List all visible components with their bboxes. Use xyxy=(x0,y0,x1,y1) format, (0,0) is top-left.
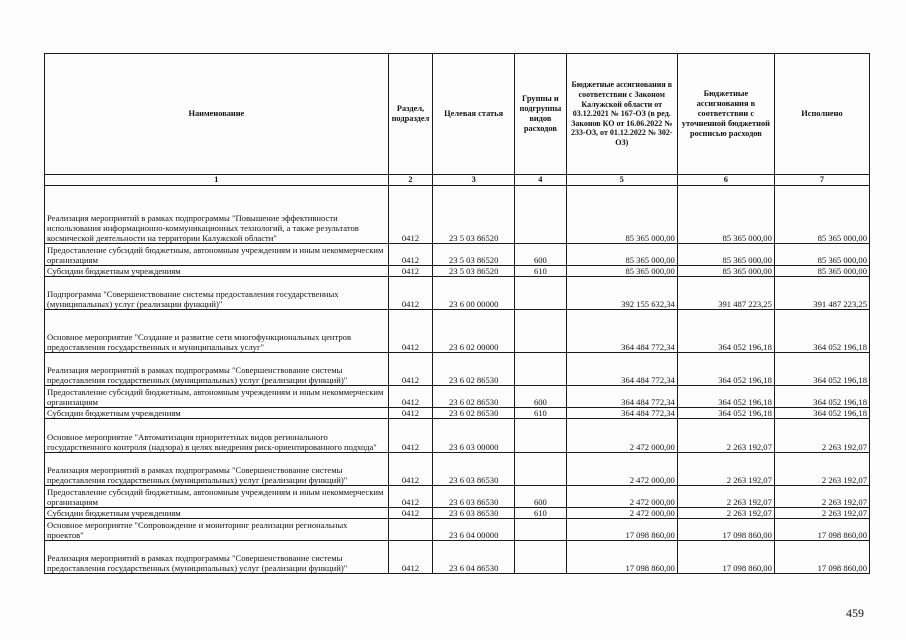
row-law-amount-cell: 2 472 000,00 xyxy=(566,453,677,486)
row-refined-amount-cell: 17 098 860,00 xyxy=(677,541,774,574)
row-section-cell: 0412 xyxy=(388,244,432,266)
row-section-cell: 0412 xyxy=(388,310,432,353)
row-group-cell: 600 xyxy=(515,386,567,408)
row-group-cell xyxy=(515,541,567,574)
row-executed-amount-cell: 364 052 196,18 xyxy=(774,353,869,386)
table-row xyxy=(45,486,870,508)
header-law-allocations: Бюджетные ассигнования в соответствии с Законом Калужской области от 03.12.2021 № 167-ОЗ (в ред. Законов КО от 16.06.2022 № 233-ОЗ, от 01.12.2022 № 302-ОЗ) xyxy=(566,54,677,175)
row-target-cell: 23 6 02 86530 xyxy=(433,353,515,386)
budget-table xyxy=(44,53,870,574)
row-name-cell: Субсидии бюджетным учреждениям xyxy=(45,508,389,519)
row-refined-amount-cell: 364 052 196,18 xyxy=(677,353,774,386)
row-refined-amount-cell: 85 365 000,00 xyxy=(677,186,774,244)
column-number-row xyxy=(45,175,870,186)
row-group-cell: 610 xyxy=(515,266,567,277)
table-row xyxy=(45,277,870,310)
row-group-cell xyxy=(515,453,567,486)
row-section-cell: 0412 xyxy=(388,419,432,453)
table-row xyxy=(45,266,870,277)
header-executed: Исполнено xyxy=(774,54,869,175)
row-executed-amount-cell: 85 365 000,00 xyxy=(774,244,869,266)
row-law-amount-cell: 85 365 000,00 xyxy=(566,186,677,244)
row-name-cell: Субсидии бюджетным учреждениям xyxy=(45,408,389,419)
row-law-amount-cell: 364 484 772,34 xyxy=(566,353,677,386)
row-group-cell: 600 xyxy=(515,486,567,508)
row-target-cell: 23 6 02 86530 xyxy=(433,408,515,419)
table-body xyxy=(45,186,870,574)
header-row xyxy=(45,54,870,175)
table-row xyxy=(45,508,870,519)
row-group-cell: 610 xyxy=(515,508,567,519)
column-number: 3 xyxy=(433,175,515,186)
row-refined-amount-cell: 85 365 000,00 xyxy=(677,244,774,266)
row-refined-amount-cell: 17 098 860,00 xyxy=(677,519,774,541)
row-section-cell: 0412 xyxy=(388,453,432,486)
row-name-cell: Основное мероприятие "Создание и развитие сети многофункциональных центров предоставления государственных и муниципальных услуг" xyxy=(45,310,389,353)
row-executed-amount-cell: 364 052 196,18 xyxy=(774,408,869,419)
table-row xyxy=(45,310,870,353)
row-group-cell xyxy=(515,277,567,310)
table-row xyxy=(45,386,870,408)
row-executed-amount-cell: 2 263 192,07 xyxy=(774,453,869,486)
row-target-cell: 23 6 03 00000 xyxy=(433,419,515,453)
header-section: Раздел, подраздел xyxy=(388,54,432,175)
table-row xyxy=(45,453,870,486)
row-section-cell xyxy=(388,519,432,541)
row-name-cell: Предоставление субсидий бюджетным, автономным учреждениям и иным некоммерческим организациям xyxy=(45,386,389,408)
row-executed-amount-cell: 391 487 223,25 xyxy=(774,277,869,310)
row-group-cell xyxy=(515,419,567,453)
row-group-cell xyxy=(515,519,567,541)
row-group-cell: 600 xyxy=(515,244,567,266)
row-target-cell: 23 6 03 86530 xyxy=(433,486,515,508)
row-name-cell: Реализация мероприятий в рамках подпрограммы "Совершенствование системы предоставления государственных (муниципальных) услуг (реализации функций)" xyxy=(45,541,389,574)
row-law-amount-cell: 364 484 772,34 xyxy=(566,408,677,419)
row-executed-amount-cell: 85 365 000,00 xyxy=(774,266,869,277)
table-row xyxy=(45,353,870,386)
row-executed-amount-cell: 2 263 192,07 xyxy=(774,508,869,519)
row-target-cell: 23 5 03 86520 xyxy=(433,266,515,277)
row-refined-amount-cell: 2 263 192,07 xyxy=(677,486,774,508)
header-groups: Группы и подгруппы видов расходов xyxy=(515,54,567,175)
row-target-cell: 23 6 04 00000 xyxy=(433,519,515,541)
row-target-cell: 23 6 03 86530 xyxy=(433,453,515,486)
row-refined-amount-cell: 364 052 196,18 xyxy=(677,310,774,353)
row-section-cell: 0412 xyxy=(388,186,432,244)
row-refined-amount-cell: 391 487 223,25 xyxy=(677,277,774,310)
row-refined-amount-cell: 2 263 192,07 xyxy=(677,453,774,486)
row-section-cell: 0412 xyxy=(388,486,432,508)
row-executed-amount-cell: 85 365 000,00 xyxy=(774,186,869,244)
row-section-cell: 0412 xyxy=(388,541,432,574)
row-executed-amount-cell: 2 263 192,07 xyxy=(774,419,869,453)
row-target-cell: 23 5 03 86520 xyxy=(433,244,515,266)
row-law-amount-cell: 2 472 000,00 xyxy=(566,419,677,453)
row-law-amount-cell: 17 098 860,00 xyxy=(566,541,677,574)
column-number: 6 xyxy=(677,175,774,186)
table-row xyxy=(45,541,870,574)
row-law-amount-cell: 2 472 000,00 xyxy=(566,508,677,519)
row-executed-amount-cell: 364 052 196,18 xyxy=(774,386,869,408)
column-number: 1 xyxy=(45,175,389,186)
table-row xyxy=(45,519,870,541)
row-target-cell: 23 6 02 86530 xyxy=(433,386,515,408)
table-row xyxy=(45,408,870,419)
row-section-cell: 0412 xyxy=(388,508,432,519)
row-name-cell: Подпрограмма "Совершенствование системы предоставления государственных (муниципальных) услуг (реализации функций)" xyxy=(45,277,389,310)
row-refined-amount-cell: 2 263 192,07 xyxy=(677,508,774,519)
row-name-cell: Субсидии бюджетным учреждениям xyxy=(45,266,389,277)
row-law-amount-cell: 2 472 000,00 xyxy=(566,486,677,508)
row-section-cell: 0412 xyxy=(388,353,432,386)
row-name-cell: Основное мероприятие "Сопровождение и мониторинг реализации региональных проектов" xyxy=(45,519,389,541)
row-target-cell: 23 6 04 86530 xyxy=(433,541,515,574)
row-name-cell: Реализация мероприятий в рамках подпрограммы "Совершенствование системы предоставления государственных (муниципальных) услуг (реализации функций)" xyxy=(45,353,389,386)
row-target-cell: 23 6 03 86530 xyxy=(433,508,515,519)
row-section-cell: 0412 xyxy=(388,266,432,277)
column-number: 7 xyxy=(774,175,869,186)
row-group-cell: 610 xyxy=(515,408,567,419)
row-group-cell xyxy=(515,186,567,244)
row-section-cell: 0412 xyxy=(388,408,432,419)
row-target-cell: 23 6 02 00000 xyxy=(433,310,515,353)
row-refined-amount-cell: 364 052 196,18 xyxy=(677,386,774,408)
header-target: Целевая статья xyxy=(433,54,515,175)
table-row xyxy=(45,186,870,244)
row-group-cell xyxy=(515,353,567,386)
row-executed-amount-cell: 364 052 196,18 xyxy=(774,310,869,353)
row-law-amount-cell: 85 365 000,00 xyxy=(566,244,677,266)
row-law-amount-cell: 364 484 772,34 xyxy=(566,310,677,353)
row-name-cell: Предоставление субсидий бюджетным, автономным учреждениям и иным некоммерческим организациям xyxy=(45,486,389,508)
row-executed-amount-cell: 2 263 192,07 xyxy=(774,486,869,508)
row-target-cell: 23 6 00 00000 xyxy=(433,277,515,310)
header-name: Наименование xyxy=(45,54,389,175)
row-name-cell: Реализация мероприятий в рамках подпрограммы "Повышение эффективности использования информационно-коммуникационных технологий, а также результатов космической деятельности на территории Калужской области" xyxy=(45,186,389,244)
row-section-cell: 0412 xyxy=(388,386,432,408)
row-section-cell: 0412 xyxy=(388,277,432,310)
column-number: 2 xyxy=(388,175,432,186)
row-law-amount-cell: 392 155 632,34 xyxy=(566,277,677,310)
row-refined-amount-cell: 364 052 196,18 xyxy=(677,408,774,419)
row-name-cell: Реализация мероприятий в рамках подпрограммы "Совершенствование системы предоставления государственных (муниципальных) услуг (реализации функций)" xyxy=(45,453,389,486)
row-group-cell xyxy=(515,310,567,353)
row-law-amount-cell: 17 098 860,00 xyxy=(566,519,677,541)
row-target-cell: 23 5 03 86520 xyxy=(433,186,515,244)
table-row xyxy=(45,419,870,453)
row-executed-amount-cell: 17 098 860,00 xyxy=(774,541,869,574)
column-number: 5 xyxy=(566,175,677,186)
row-name-cell: Предоставление субсидий бюджетным, автономным учреждениям и иным некоммерческим организациям xyxy=(45,244,389,266)
row-executed-amount-cell: 17 098 860,00 xyxy=(774,519,869,541)
row-refined-amount-cell: 2 263 192,07 xyxy=(677,419,774,453)
page-number: 459 xyxy=(846,606,864,620)
row-refined-amount-cell: 85 365 000,00 xyxy=(677,266,774,277)
row-law-amount-cell: 364 484 772,34 xyxy=(566,386,677,408)
row-law-amount-cell: 85 365 000,00 xyxy=(566,266,677,277)
row-name-cell: Основное мероприятие "Автоматизация приоритетных видов регионального государственного контроля (надзора) в целях внедрения риск-ориентированного подхода" xyxy=(45,419,389,453)
column-number: 4 xyxy=(515,175,567,186)
table-row xyxy=(45,244,870,266)
header-refined-allocations: Бюджетные ассигнования в соответствии с уточненной бюджетной росписью расходов xyxy=(677,54,774,175)
